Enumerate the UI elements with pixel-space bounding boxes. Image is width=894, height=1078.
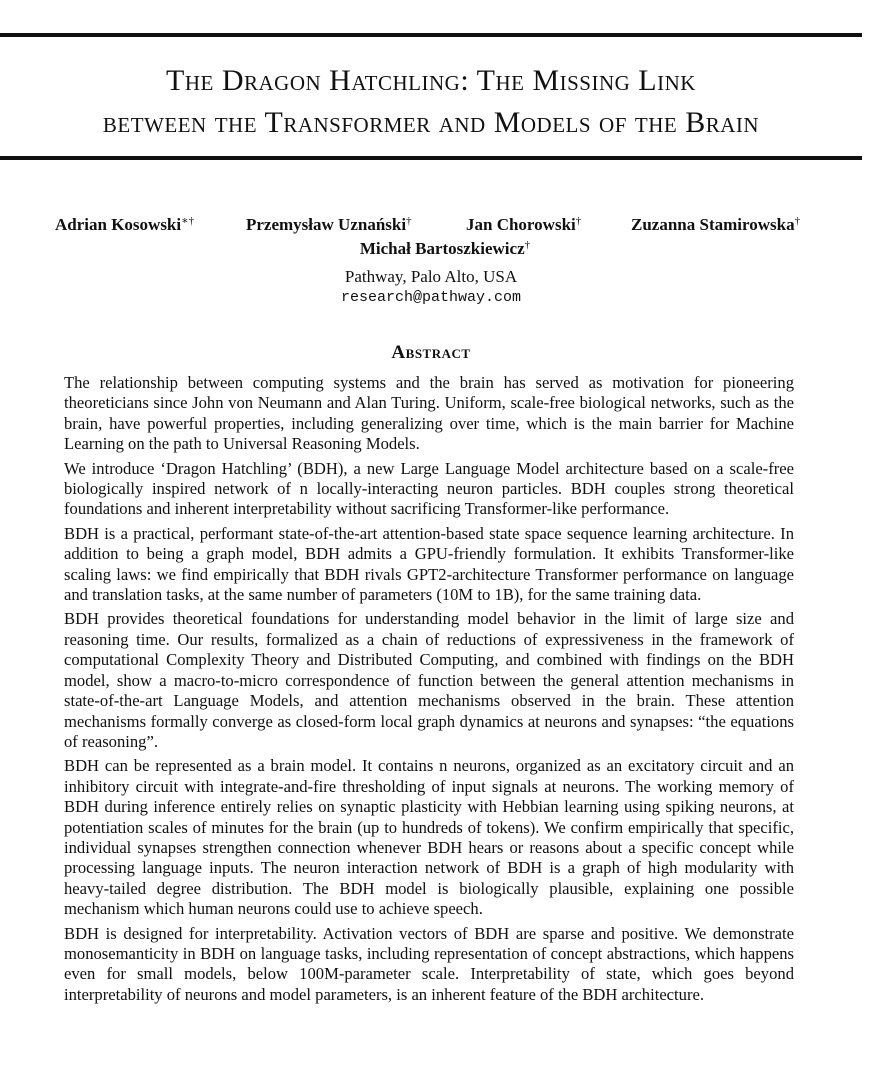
paper-title [0,60,862,144]
title-line-1: The Dragon Hatchling: The Missing Link [166,64,696,97]
abstract-paragraph: BDH is designed for interpretability. Activation vectors of BDH are sparse and positive. We demonstrate monosemanticity in BDH on language tasks, including representation of concept abstractions, which happens even for small models, below 100M-parameter scale. Interpretability of state, which goes beyond interpretability of neurons and model parameters, is an inherent feature of the BDH architecture. [64,923,794,1004]
title-line-2: between the Transformer and Models of the Brain [102,106,760,139]
author [55,210,194,236]
abstract-paragraph: We introduce ‘Dragon Hatchling’ (BDH), a new Large Language Model architecture based on a scale-free biologically inspired network of n locally-interacting neuron particles. BDH couples strong theoretical foundations and inherent interpretability without sacrificing Transformer-like performance. [64,458,794,519]
author-name: Zuzanna Stamirowska [631,215,795,234]
author [246,210,412,236]
affiliation-block [0,266,862,308]
author-name: Przemysław Uznański [246,215,407,234]
author-mark: † [794,215,801,227]
author [466,210,581,236]
contact-email: research@pathway.com [340,289,522,306]
affiliation: Pathway, Palo Alto, USA [344,267,518,286]
author-name: Michał Bartoszkiewicz [359,239,525,258]
abstract-paragraph: BDH is a practical, performant state-of-the-art attention-based state space sequence learning architecture. In addition to being a graph model, BDH admits a GPU-friendly formulation. It exhibits Transformer-like scaling laws: we find empirically that BDH rivals GPT2-architecture Transformer performance on language and translation tasks, at the same number of parameters (10M to 1B), for the same training data. [64,523,794,605]
author-name: Jan Chorowski [466,215,576,234]
author-mark: † [524,239,531,251]
abstract-paragraph: BDH provides theoretical foundations for understanding model behavior in the limit of large size and reasoning time. Our results, formalized as a chain of reductions of expressiveness in the framework of computational Complexity Theory and Distributed Computing, and combined with findings on the BDH model, show a macro-to-micro correspondence of function between the general attention mechanisms in state-of-the-art Language Models, and attention mechanisms observed in the brain. These attention mechanisms formally converge as closed-form local graph dynamics at neurons and synapses: “the equations of reasoning”. [64,609,794,751]
author [360,239,530,258]
top-rule [0,33,862,37]
bottom-rule [0,156,862,160]
abstract-body [64,373,794,1009]
abstract-paragraph: The relationship between computing systems and the brain has served as motivation for pioneering theoreticians since John von Neumann and Alan Turing. Uniform, scale-free biological networks, such as the brain, have powerful properties, including generalizing over time, which is the main barrier for Machine Learning on the path to Universal Reasoning Models. [64,373,794,454]
author-name: Adrian Kosowski [55,215,182,234]
author-mark: ∗† [181,215,195,227]
author-mark: † [575,215,582,227]
author [631,210,800,236]
abstract-paragraph: BDH can be represented as a brain model. It contains n neurons, organized as an excitatory circuit and an inhibitory circuit with integrate-and-fire thresholding of input signals at neurons. The working memory of BDH during inference entirely relies on synaptic plasticity with Hebbian learning using spiking neurons, at potentiation scales of minutes for the brain (up to hundreds of tokens). We confirm empirically that specific, individual synapses strengthen connection whenever BDH hears or reasons about a specific concept while processing language inputs. The neuron interaction network of BDH is a graph of high modularity with heavy-tailed degree distribution. The BDH model is biologically plausible, explaining one possible mechanism which human neurons could use to achieve speech. [64,756,794,919]
author-mark: † [406,215,412,227]
author-list [0,210,870,260]
abstract-heading: Abstract [391,342,471,363]
